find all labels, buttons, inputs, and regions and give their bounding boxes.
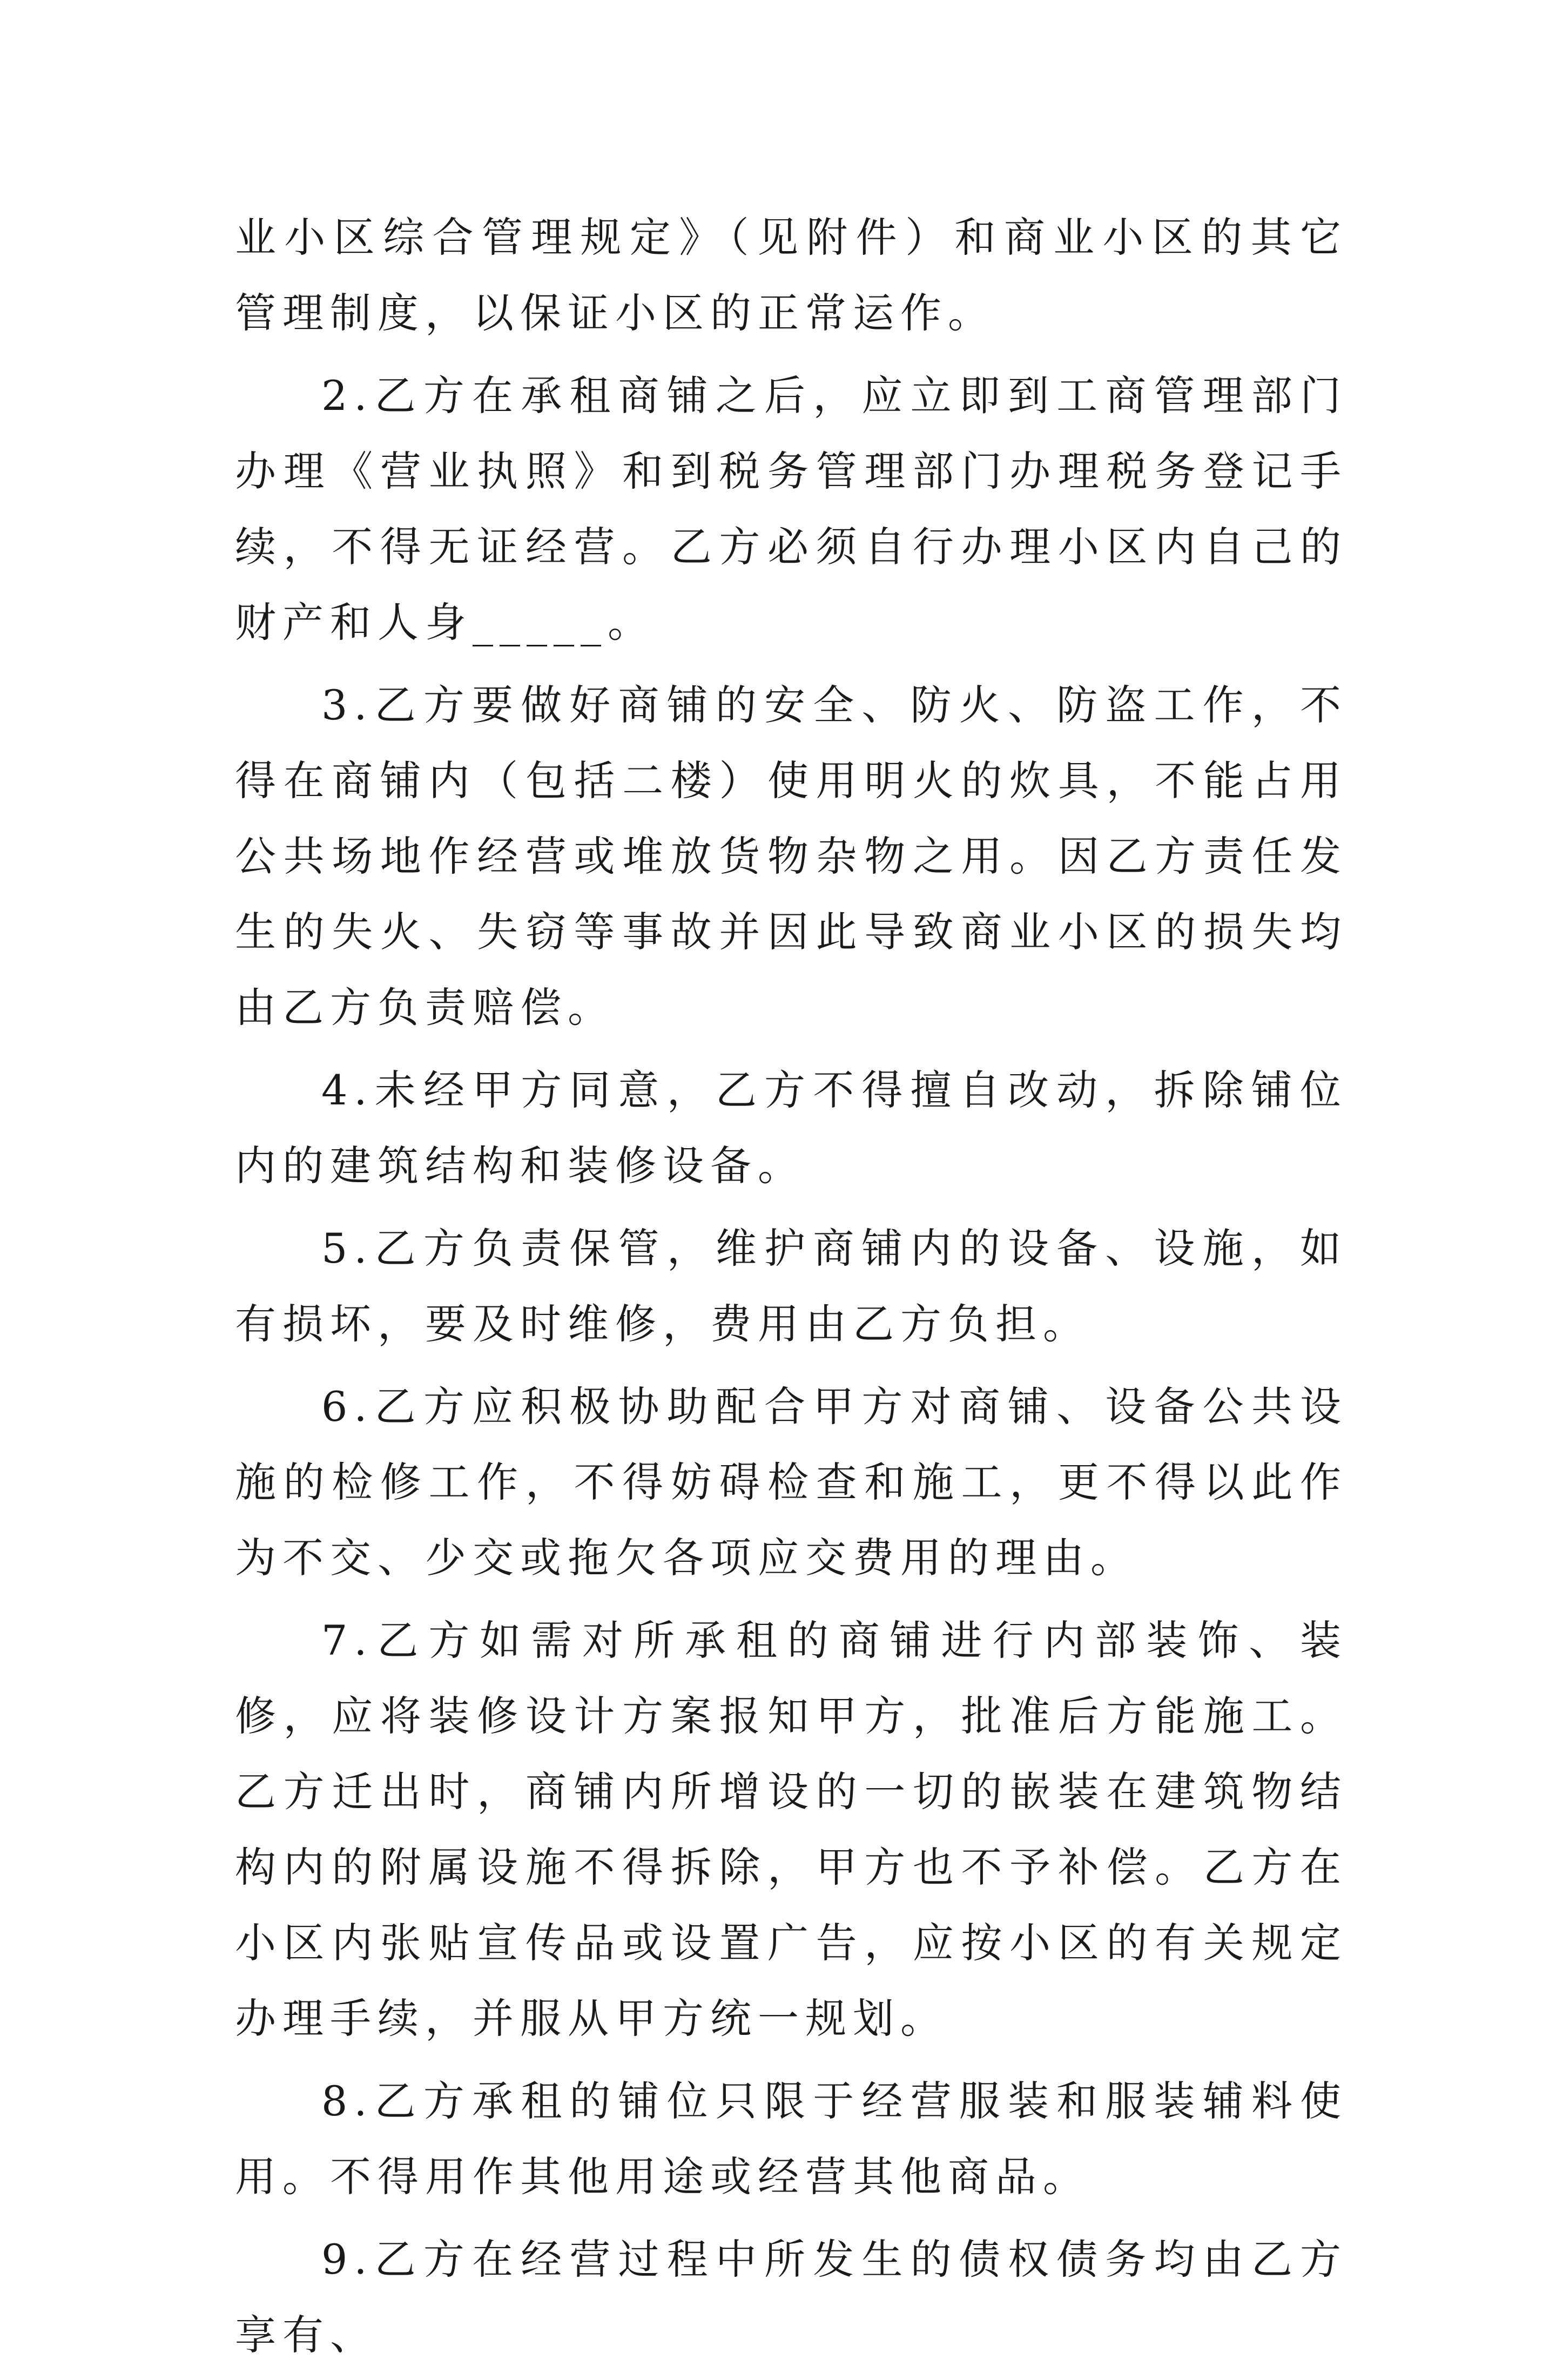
paragraph-continuation: 业小区综合管理规定》（见附件）和商业小区的其它管理制度，以保证小区的正常运作。 — [235, 213, 1348, 337]
document-body — [235, 200, 1348, 2380]
clause-5: 5.乙方负责保管，维护商铺内的设备、设施，如有损坏，要及时维修，费用由乙方负担。 — [235, 1224, 1348, 1348]
clause-8: 8.乙方承租的铺位只限于经营服装和服装辅料使用。不得用作其他用途或经营其他商品。 — [235, 2077, 1348, 2201]
clause-4: 4.未经甲方同意，乙方不得擅自改动，拆除铺位内的建筑结构和装修设备。 — [235, 1066, 1348, 1190]
clause-9: 9.乙方在经营过程中所发生的债权债务均由乙方享有、 — [235, 2235, 1348, 2359]
clause-6: 6.乙方应积极协助配合甲方对商铺、设备公共设施的检修工作，不得妨碍检查和施工，更不得以此作为不交、少交或拖欠各项应交费用的理由。 — [235, 1383, 1348, 1582]
clause-3: 3.乙方要做好商铺的安全、防火、防盗工作，不得在商铺内（包括二楼）使用明火的炊具，不能占用公共场地作经营或堆放货物杂物之用。因乙方责任发生的失火、失窃等事故并因此导致商业小区的损失均由乙方负责赔偿。 — [235, 681, 1348, 1031]
clause-2: 2.乙方在承租商铺之后，应立即到工商管理部门办理《营业执照》和到税务管理部门办理税务登记手续，不得无证经营。乙方必须自行办理小区内自己的财产和人身_____。 — [235, 372, 1348, 646]
clause-7: 7.乙方如需对所承租的商铺进行内部装饰、装修，应将装修设计方案报知甲方，批准后方能施工。乙方迁出时，商铺内所增设的一切的嵌装在建筑物结构内的附属设施不得拆除，甲方也不予补偿。乙方在小区内张贴宣传品或设置广告，应按小区的有关规定办理手续，并服从甲方统一规划。 — [235, 1616, 1348, 2042]
